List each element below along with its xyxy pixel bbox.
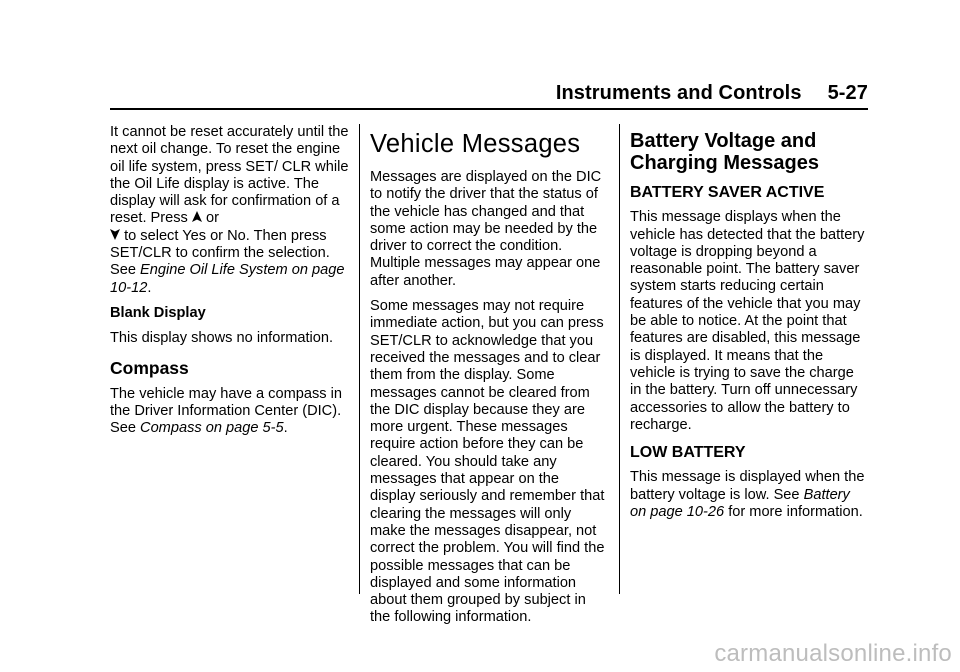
down-arrow-icon xyxy=(110,229,120,240)
up-arrow-icon xyxy=(192,211,202,222)
compass-link[interactable]: Compass on page 5-5 xyxy=(140,420,284,437)
battery-heading: Battery Voltage and Charging Messages xyxy=(630,130,819,174)
page-number: 5-27 xyxy=(827,82,868,104)
oil-life-link[interactable]: Engine Oil Life System on page 10-12 xyxy=(110,262,345,296)
vehicle-messages-p1: Messages are displayed on the DIC to notify the driver that the status of the vehicle has changed and that some action may be needed by the driver to correct the condition. Multiple messages may appear one after another. xyxy=(370,169,602,289)
column-2 xyxy=(370,124,608,627)
column-divider xyxy=(619,124,620,594)
watermark: carmanualsonline.info xyxy=(714,640,952,667)
low-battery-heading: LOW BATTERY xyxy=(630,444,746,462)
oil-reset-paragraph: It cannot be reset accurately until the next oil change. To reset the engine oil life system, press SET/ CLR while the Oil Life display is active. The display will ask for confirmation of a reset. Press or to select Yes or No. Then press SET/CLR to confirm the selection. See Engine Oil Life System on page 10-12. xyxy=(110,124,349,296)
column-divider xyxy=(359,124,360,594)
column-3 xyxy=(630,124,868,521)
compass-heading: Compass xyxy=(110,357,189,378)
compass-paragraph: The vehicle may have a compass in the Driver Information Center (DIC). See Compass on page 5-5. xyxy=(110,385,342,437)
blank-display-title: Blank Display xyxy=(110,304,206,321)
blank-display-text: This display shows no information. xyxy=(110,330,334,347)
battery-saver-text: This message displays when the vehicle has detected that the battery voltage is dropping beyond a reasonable point. The battery saver system starts reducing certain features of the vehicle that you may be able to notice. At the point that features are disabled, this message is displayed. It means that the vehicle is trying to save the charge in the battery. Turn off unnecessary accessories to allow the battery to recharge. xyxy=(630,209,865,433)
low-battery-text: This message is displayed when the battery voltage is low. See Battery on page 10-26 for more information. xyxy=(630,469,865,521)
page-header xyxy=(556,82,868,105)
header-rule xyxy=(110,108,868,110)
column-1 xyxy=(110,124,350,438)
battery-link[interactable]: Battery on page 10-26 xyxy=(630,486,850,521)
vehicle-messages-heading: Vehicle Messages xyxy=(370,130,581,158)
battery-saver-heading: BATTERY SAVER ACTIVE xyxy=(630,184,825,201)
section-title: Instruments and Controls xyxy=(555,82,802,104)
vehicle-messages-p2: Some messages may not require immediate action, but you can press SET/CLR to acknowledge that you received the messages and to clear them from the display. Some messages cannot be cleared from the DIC display because they are more urgent. These messages require action before they can be cleared. You should take any messages that appear on the display seriously and remember that clearing the messages will only make the messages disappear, not correct the problem. You will find the possible messages that can be displayed and some information about them grouped by subject in the following information. xyxy=(370,298,605,626)
